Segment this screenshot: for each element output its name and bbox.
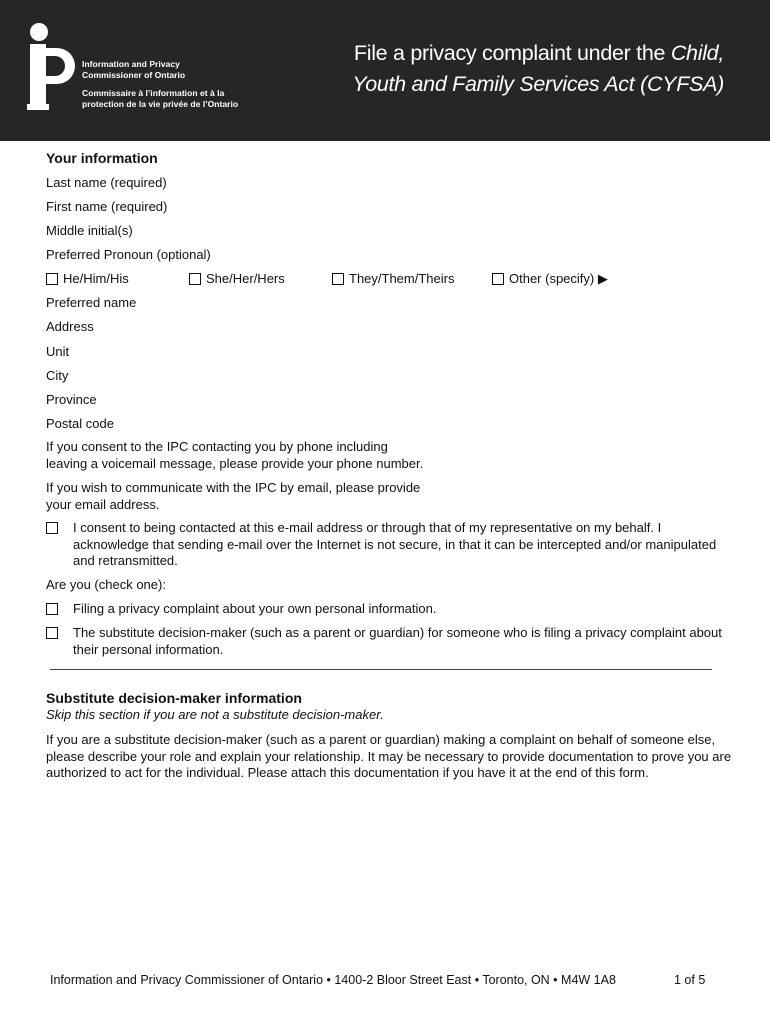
pronoun-other-label: Other (specify) ▶ xyxy=(509,271,608,286)
pronoun-option-they[interactable] xyxy=(332,271,454,286)
email-line-2: your email address. xyxy=(46,496,160,512)
email-consent-text: I consent to being contacted at this e-mail address or through that of my representative on my behalf. I acknowledge that sending e-mail over the Internet is not secure, in that it can be intercepted and/or manipulated and retransmitted. xyxy=(73,520,717,568)
ipc-logo-icon xyxy=(27,22,79,112)
substitute-body[interactable]: If you are a substitute decision-maker (such as a parent or guardian) making a complaint on behalf of someone else, please describe your role and explain your relationship. It may be necessary to provide documentation to prove you are authorized to act for the individual. Please attach this documentation if you have it at the end of this form. xyxy=(46,732,732,780)
phone-consent-line-2: leaving a voicemail message, please provide your phone number. xyxy=(46,455,424,471)
checkbox-icon[interactable] xyxy=(492,273,504,285)
checkbox-icon[interactable] xyxy=(46,603,58,615)
footer-address: Information and Privacy Commissioner of Ontario • 1400-2 Bloor Street East • Toronto, ON • M4W 1A8 xyxy=(50,973,616,987)
pronoun-they-label: They/Them/Theirs xyxy=(349,271,455,286)
organization-name xyxy=(82,59,238,109)
checkbox-icon[interactable] xyxy=(46,273,58,285)
page-number: 1 of 5 xyxy=(674,973,706,987)
title-line1: File a privacy complaint under the xyxy=(353,41,671,65)
section-divider xyxy=(50,669,712,670)
last-name-field[interactable]: Last name (required) xyxy=(46,175,167,190)
email-field-text[interactable] xyxy=(46,480,736,513)
org-name-french-1: Commissaire à l’information et à la xyxy=(82,88,225,98)
org-name-english-2: Commissioner of Ontario xyxy=(82,69,186,80)
substitute-skip-note: Skip this section if you are not a substitute decision-maker. xyxy=(46,707,384,722)
pronoun-he-label: He/Him/His xyxy=(63,271,129,286)
title-line2: Youth and Family Services Act (CYFSA) xyxy=(352,72,724,96)
pronoun-she-label: She/Her/Hers xyxy=(206,271,285,286)
are-you-label: Are you (check one): xyxy=(46,577,166,592)
page-title xyxy=(352,38,724,100)
org-name-french-2: protection de la vie privée de l’Ontario xyxy=(82,98,239,109)
option-substitute-text: The substitute decision-maker (such as a parent or guardian) for someone who is filing a privacy complaint about their personal information. xyxy=(73,625,722,657)
email-line-1: If you wish to communicate with the IPC by email, please provide xyxy=(46,480,421,495)
postal-code-field[interactable]: Postal code xyxy=(46,416,114,431)
substitute-heading: Substitute decision-maker information xyxy=(46,690,302,706)
pronoun-option-she[interactable] xyxy=(189,271,285,286)
checkbox-icon[interactable] xyxy=(189,273,201,285)
email-consent-checkbox-row[interactable] xyxy=(46,520,736,570)
checkbox-icon[interactable] xyxy=(46,627,58,639)
unit-field[interactable]: Unit xyxy=(46,344,70,359)
middle-initial-field[interactable]: Middle initial(s) xyxy=(46,223,133,238)
option-own-text: Filing a privacy complaint about your own personal information. xyxy=(73,601,437,616)
preferred-name-field[interactable]: Preferred name xyxy=(46,295,137,310)
pronoun-option-he[interactable] xyxy=(46,271,129,286)
option-own-row[interactable] xyxy=(46,601,736,618)
phone-consent-text[interactable] xyxy=(46,439,736,472)
option-substitute-row[interactable] xyxy=(46,625,736,658)
your-information-heading: Your information xyxy=(46,150,158,166)
pronoun-option-other[interactable] xyxy=(492,271,608,287)
checkbox-icon[interactable] xyxy=(332,273,344,285)
phone-consent-line-1: If you consent to the IPC contacting you by phone including xyxy=(46,439,388,454)
first-name-field[interactable]: First name (required) xyxy=(46,199,168,214)
address-field[interactable]: Address xyxy=(46,319,94,334)
province-field[interactable]: Province xyxy=(46,392,97,407)
checkbox-icon[interactable] xyxy=(46,522,58,534)
org-name-english-1: Information and Privacy xyxy=(82,59,180,69)
title-line1-italic: Child, xyxy=(670,41,724,65)
city-field[interactable]: City xyxy=(46,368,69,383)
page-header xyxy=(0,0,770,141)
pronoun-label: Preferred Pronoun (optional) xyxy=(46,247,211,262)
